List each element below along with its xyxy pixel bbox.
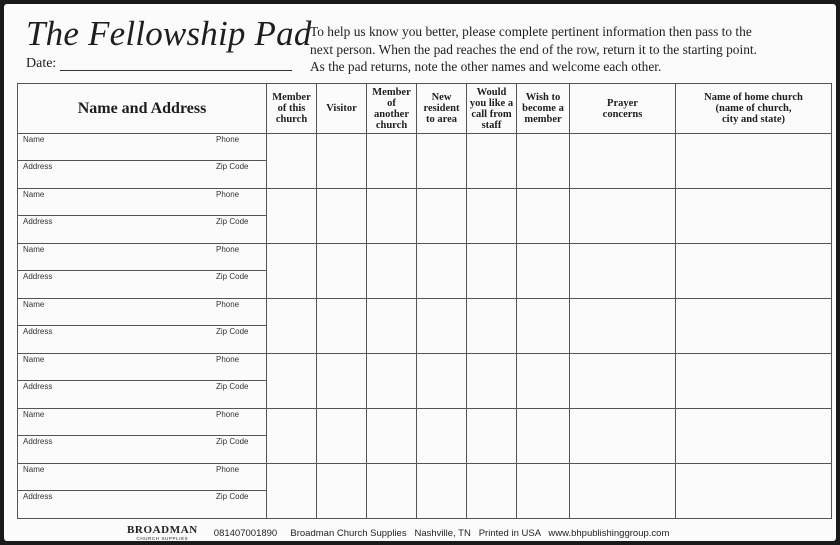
intro-line-1: To help us know you better, please complete pertinent information then pass to the bbox=[310, 24, 752, 39]
entry-cell[interactable] bbox=[467, 244, 517, 299]
entry-cell[interactable] bbox=[367, 189, 417, 244]
name-address-cell[interactable] bbox=[18, 299, 267, 354]
name-phone-line[interactable] bbox=[18, 409, 266, 436]
entry-cell[interactable] bbox=[467, 464, 517, 519]
address-zip-line[interactable] bbox=[18, 271, 266, 298]
entry-cell[interactable] bbox=[267, 299, 317, 354]
name-label: Name bbox=[23, 135, 45, 144]
name-label: Name bbox=[23, 245, 45, 254]
table-row bbox=[18, 134, 832, 189]
intro-line-3: As the pad returns, note the other names and welcome each other. bbox=[310, 59, 662, 74]
entry-cell[interactable] bbox=[367, 464, 417, 519]
entry-cell[interactable] bbox=[517, 134, 570, 189]
address-zip-line[interactable] bbox=[18, 161, 266, 188]
zip-label: Zip Code bbox=[216, 327, 249, 336]
phone-label: Phone bbox=[216, 135, 240, 144]
fellowship-pad-sheet bbox=[4, 4, 836, 541]
name-address-cell[interactable] bbox=[18, 189, 267, 244]
entry-cell[interactable] bbox=[267, 244, 317, 299]
name-phone-line[interactable] bbox=[18, 464, 266, 491]
name-phone-line[interactable] bbox=[18, 134, 266, 161]
col-member-this-church: Member of this church bbox=[267, 84, 317, 134]
attendance-table bbox=[17, 83, 832, 519]
entry-cell[interactable] bbox=[367, 354, 417, 409]
name-label: Name bbox=[23, 355, 45, 364]
entry-cell[interactable] bbox=[417, 409, 467, 464]
phone-label: Phone bbox=[216, 300, 240, 309]
entry-cell[interactable] bbox=[676, 244, 832, 299]
name-phone-line[interactable] bbox=[18, 244, 266, 271]
col-prayer-concerns: Prayer concerns bbox=[570, 84, 676, 134]
entry-cell[interactable] bbox=[417, 299, 467, 354]
col-visitor: Visitor bbox=[317, 84, 367, 134]
entry-cell[interactable] bbox=[467, 354, 517, 409]
entry-cell[interactable] bbox=[317, 134, 367, 189]
entry-cell[interactable] bbox=[676, 464, 832, 519]
address-zip-line[interactable] bbox=[18, 326, 266, 353]
col-become-member: Wish to become a member bbox=[517, 84, 570, 134]
phone-label: Phone bbox=[216, 465, 240, 474]
entry-cell[interactable] bbox=[467, 134, 517, 189]
entry-cell[interactable] bbox=[676, 134, 832, 189]
name-label: Name bbox=[23, 190, 45, 199]
entry-cell[interactable] bbox=[676, 189, 832, 244]
name-phone-line[interactable] bbox=[18, 299, 266, 326]
entry-cell[interactable] bbox=[570, 299, 676, 354]
entry-cell[interactable] bbox=[676, 354, 832, 409]
name-label: Name bbox=[23, 465, 45, 474]
intro-text bbox=[310, 23, 820, 76]
table-row bbox=[18, 189, 832, 244]
zip-label: Zip Code bbox=[216, 217, 249, 226]
name-phone-line[interactable] bbox=[18, 354, 266, 381]
table-row bbox=[18, 244, 832, 299]
entry-cell[interactable] bbox=[570, 409, 676, 464]
address-label: Address bbox=[23, 272, 53, 281]
address-label: Address bbox=[23, 162, 53, 171]
entry-cell[interactable] bbox=[267, 134, 317, 189]
address-label: Address bbox=[23, 217, 53, 226]
zip-label: Zip Code bbox=[216, 272, 249, 281]
entry-cell[interactable] bbox=[317, 464, 367, 519]
name-label: Name bbox=[23, 410, 45, 419]
entry-cell[interactable] bbox=[267, 464, 317, 519]
entry-cell[interactable] bbox=[267, 354, 317, 409]
entry-cell[interactable] bbox=[417, 244, 467, 299]
col-call-from-staff: Would you like a call from staff bbox=[467, 84, 517, 134]
entry-cell[interactable] bbox=[570, 134, 676, 189]
entry-cell[interactable] bbox=[367, 299, 417, 354]
address-label: Address bbox=[23, 382, 53, 391]
entry-cell[interactable] bbox=[570, 354, 676, 409]
entry-cell[interactable] bbox=[367, 409, 417, 464]
phone-label: Phone bbox=[216, 245, 240, 254]
broadman-logo: BROADMAN CHURCH SUPPLIES bbox=[127, 523, 198, 541]
entry-cell[interactable] bbox=[317, 244, 367, 299]
address-label: Address bbox=[23, 492, 53, 501]
zip-label: Zip Code bbox=[216, 437, 249, 446]
name-label: Name bbox=[23, 300, 45, 309]
entry-cell[interactable] bbox=[570, 464, 676, 519]
entry-cell[interactable] bbox=[267, 409, 317, 464]
address-zip-line[interactable] bbox=[18, 216, 266, 243]
zip-label: Zip Code bbox=[216, 162, 249, 171]
address-zip-line[interactable] bbox=[18, 436, 266, 463]
date-field-line[interactable] bbox=[60, 70, 292, 71]
col-home-church: Name of home church (name of church, city and state) bbox=[676, 84, 832, 134]
entry-cell[interactable] bbox=[517, 299, 570, 354]
entry-cell[interactable] bbox=[417, 189, 467, 244]
table-row bbox=[18, 299, 832, 354]
phone-label: Phone bbox=[216, 190, 240, 199]
entry-cell[interactable] bbox=[367, 244, 417, 299]
entry-cell[interactable] bbox=[467, 189, 517, 244]
table-row bbox=[18, 354, 832, 409]
address-label: Address bbox=[23, 437, 53, 446]
entry-cell[interactable] bbox=[317, 189, 367, 244]
name-address-cell[interactable] bbox=[18, 464, 267, 519]
address-zip-line[interactable] bbox=[18, 491, 266, 518]
name-address-cell[interactable] bbox=[18, 134, 267, 189]
address-label: Address bbox=[23, 327, 53, 336]
entry-cell[interactable] bbox=[517, 464, 570, 519]
name-address-cell[interactable] bbox=[18, 354, 267, 409]
name-phone-line[interactable] bbox=[18, 189, 266, 216]
phone-label: Phone bbox=[216, 355, 240, 364]
intro-line-2: next person. When the pad reaches the end of the row, return it to the starting point. bbox=[310, 41, 757, 57]
footer-publisher-text: 081407001890 Broadman Church Supplies Nashville, TN Printed in USA www.bhpublishinggroup.com bbox=[213, 527, 670, 539]
entry-cell[interactable] bbox=[676, 409, 832, 464]
footer bbox=[127, 522, 669, 544]
entry-cell[interactable] bbox=[517, 189, 570, 244]
name-address-header: Name and Address bbox=[18, 84, 267, 134]
entry-cell[interactable] bbox=[517, 244, 570, 299]
entry-cell[interactable] bbox=[317, 409, 367, 464]
entry-cell[interactable] bbox=[467, 299, 517, 354]
entry-cell[interactable] bbox=[570, 189, 676, 244]
table-row bbox=[18, 409, 832, 464]
entry-cell[interactable] bbox=[317, 354, 367, 409]
name-address-cell[interactable] bbox=[18, 244, 267, 299]
entry-cell[interactable] bbox=[367, 134, 417, 189]
table-row bbox=[18, 464, 832, 519]
entry-cell[interactable] bbox=[570, 244, 676, 299]
phone-label: Phone bbox=[216, 410, 240, 419]
page-title: The Fellowship Pad bbox=[26, 14, 312, 53]
zip-label: Zip Code bbox=[216, 492, 249, 501]
table-header-row bbox=[18, 84, 832, 134]
entry-cell[interactable] bbox=[417, 464, 467, 519]
name-address-cell[interactable] bbox=[18, 409, 267, 464]
date-label: Date: bbox=[26, 56, 57, 71]
zip-label: Zip Code bbox=[216, 382, 249, 391]
entry-cell[interactable] bbox=[517, 409, 570, 464]
entry-cell[interactable] bbox=[317, 299, 367, 354]
col-member-another-church: Member of another church bbox=[367, 84, 417, 134]
entry-cell[interactable] bbox=[417, 354, 467, 409]
address-zip-line[interactable] bbox=[18, 381, 266, 408]
entry-cell[interactable] bbox=[676, 299, 832, 354]
entry-cell[interactable] bbox=[467, 409, 517, 464]
col-new-resident: New resident to area bbox=[417, 84, 467, 134]
entry-cell[interactable] bbox=[267, 189, 317, 244]
entry-cell[interactable] bbox=[417, 134, 467, 189]
entry-cell[interactable] bbox=[517, 354, 570, 409]
